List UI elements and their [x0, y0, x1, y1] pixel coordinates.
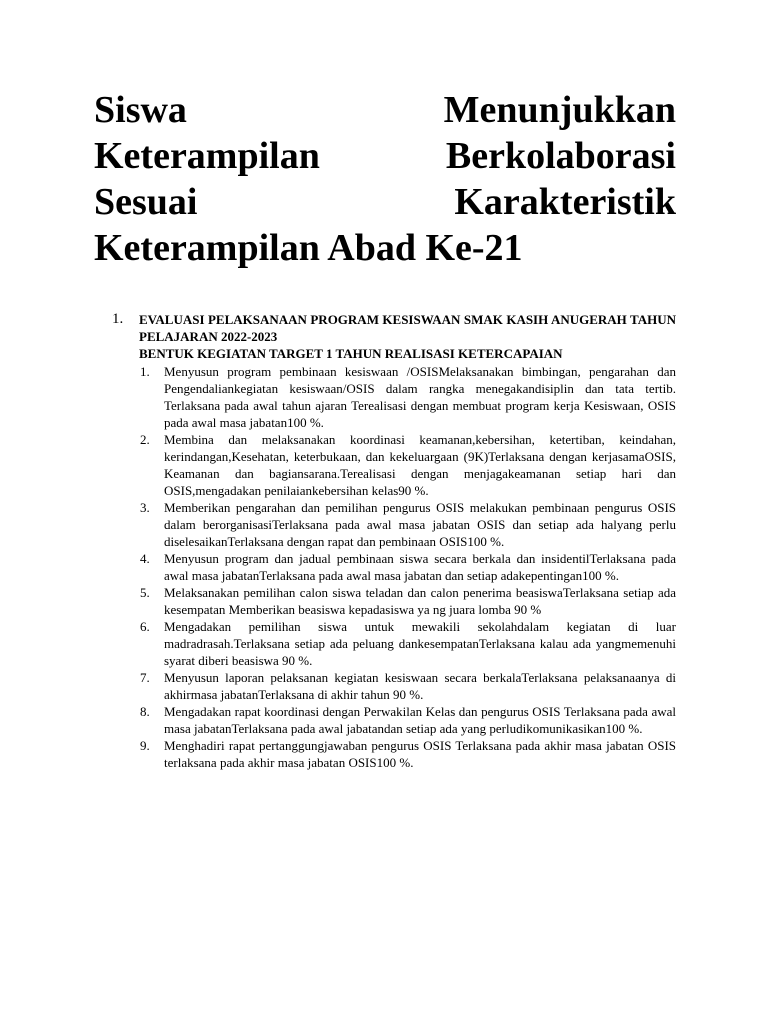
list-item-text: Melaksanakan pemilihan calon siswa teladan dan calon penerima beasiswaTerlaksana setiap ada kesempatan Memberikan beasiswa kepadasiswa ya ng juara lomba 90 %: [164, 585, 676, 617]
title-line: [94, 225, 676, 271]
list-item-number: 2.: [140, 432, 150, 447]
section-heading-evaluation: EVALUASI PELAKSANAAN PROGRAM KESISWAAN SMAK KASIH ANUGERAH TAHUN PELAJARAN 2022-2023: [139, 312, 676, 344]
list-item-number: 3.: [140, 500, 150, 515]
list-item-number: 7.: [140, 670, 150, 685]
title-word: Keterampilan: [94, 135, 320, 177]
title-line: [94, 133, 676, 179]
section-heading-columns: BENTUK KEGIATAN TARGET 1 TAHUN REALISASI KETERCAPAIAN: [139, 346, 563, 361]
list-item-text: Menghadiri rapat pertanggungjawaban pengurus OSIS Terlaksana pada akhir masa jabatan OSIS terlaksana pada akhir masa jabatan OSIS100 %.: [164, 738, 676, 770]
list-item-number: 8.: [140, 704, 150, 719]
title-word: Siswa: [94, 89, 187, 131]
list-item-number: 4.: [140, 551, 150, 566]
title-word: Keterampilan Abad Ke-21: [94, 227, 523, 269]
title-word: Menunjukkan: [443, 89, 676, 131]
list-item: [139, 550, 676, 584]
list-item-number: 1.: [140, 364, 150, 379]
list-item-text: Membina dan melaksanakan koordinasi keamanan,kebersihan, ketertiban, keindahan, kerindangan,Kesehatan, keterbukaan, dan kekeluargaan (9K)Terlaksana dengan kerjasamaOSIS, Keamanan dan bagiansarana.Terealisasi dengan menjagakeamanan setiap hari dan OSIS,mengadakan penilaiankebersihan kelas90 %.: [164, 432, 676, 498]
title-line: [94, 179, 676, 225]
list-item: [139, 703, 676, 737]
list-item-text: Mengadakan rapat koordinasi dengan Perwakilan Kelas dan pengurus OSIS Terlaksana pada awal masa jabatanTerlaksana pada awal jabatandan setiap ada yang perludikomunikasikan100 %.: [164, 704, 676, 736]
evaluation-section: [112, 311, 676, 771]
list-item-text: Menyusun program pembinaan kesiswaan /OSISMelaksanakan bimbingan, pengarahan dan Pengendaliankegiatan kesiswaan/OSIS dalam rangka menegakandisiplin dan tata tertib. Terlaksana pada awal tahun ajaran Terealisasi dengan membuat program kerja Kesiswaan, OSIS pada awal masa jabatan100 %.: [164, 364, 676, 430]
section-number: 1.: [112, 311, 124, 327]
section-body: [139, 311, 676, 771]
list-item-text: Menyusun program dan jadual pembinaan siswa secara berkala dan insidentilTerlaksana pada awal masa jabatanTerlaksana pada awal masa jabatan dan setiap adakepentingan100 %.: [164, 551, 676, 583]
list-item: [139, 431, 676, 499]
list-item-number: 9.: [140, 738, 150, 753]
activity-list: [139, 363, 676, 771]
list-item: [139, 499, 676, 550]
list-item-text: Mengadakan pemilihan siswa untuk mewakili sekolahdalam kegiatan di luar madradrasah.Terlaksana setiap ada peluang dankesempatanTerlaksana kalau ada yangmemenuhi syarat diberi beasiswa 90 %.: [164, 619, 676, 668]
list-item-text: Memberikan pengarahan dan pemilihan pengurus OSIS melakukan pembinaan pengurus OSIS dalam berorganisasiTerlaksana pada awal masa jabatan OSIS dan setiap ada halyang perlu diselesaikanTerlaksana dengan rapat dan pembinaan OSIS100 %.: [164, 500, 676, 549]
title-line: [94, 87, 676, 133]
list-item: [139, 669, 676, 703]
title-word: Berkolaborasi: [445, 135, 676, 177]
list-item: [139, 363, 676, 431]
document-title: [94, 87, 676, 271]
title-word: Karakteristik: [454, 181, 676, 223]
list-item-text: Menyusun laporan pelaksanan kegiatan kesiswaan secara berkalaTerlaksana pelaksanaanya di akhirmasa jabatanTerlaksana di akhir tahun 90 %.: [164, 670, 676, 702]
section-header: [112, 311, 676, 771]
list-item: [139, 618, 676, 669]
list-item-number: 5.: [140, 585, 150, 600]
title-word: Sesuai: [94, 181, 198, 223]
list-item-number: 6.: [140, 619, 150, 634]
list-item: [139, 737, 676, 771]
list-item: [139, 584, 676, 618]
